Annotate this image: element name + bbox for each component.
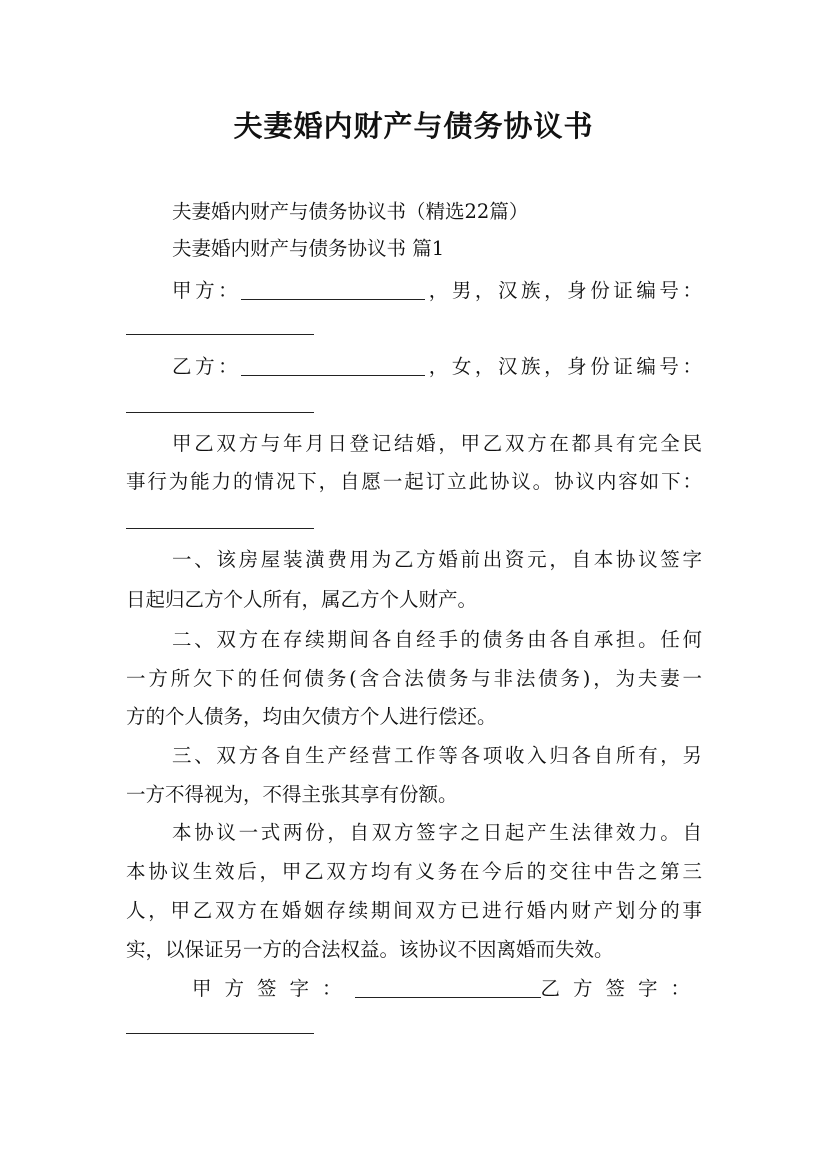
closing-line: 实，以保证另一方的合法权益。该协议不因离婚而失效。 bbox=[126, 938, 614, 961]
party-a-signature-label: 甲方签字： bbox=[192, 977, 355, 1000]
signature-line bbox=[126, 976, 702, 1002]
party-b-signature-blank bbox=[126, 1033, 314, 1034]
party-a-line bbox=[126, 278, 702, 304]
clause-2-line: 方的个人债务，均由欠债方个人进行偿还。 bbox=[126, 705, 497, 728]
clause-3-line: 三、双方各自生产经营工作等各项收入归各自所有，另 bbox=[172, 744, 702, 767]
party-b-name-blank bbox=[241, 357, 425, 376]
party-b-label: 乙方： bbox=[172, 355, 242, 378]
party-b-id-blank bbox=[126, 412, 314, 413]
clause-1-line: 日起归乙方个人所有，属乙方个人财产。 bbox=[126, 588, 478, 611]
closing-line: 人，甲乙双方在婚姻存续期间双方已进行婚内财产划分的事 bbox=[126, 899, 702, 922]
closing-line: 本协议一式两份，自双方签字之日起产生法律效力。自 bbox=[172, 821, 702, 844]
clause-2-line: 一方所欠下的任何债务(含合法债务与非法债务)，为夫妻一 bbox=[126, 667, 702, 690]
document-title: 夫妻婚内财产与债务协议书 bbox=[233, 109, 594, 143]
party-b-signature-label: 乙方签字： bbox=[540, 977, 704, 1000]
party-a-info: ，男，汉族，身份证编号： bbox=[425, 279, 702, 302]
clause-3-line: 一方不得视为，不得主张其享有份额。 bbox=[126, 783, 458, 806]
closing-line: 本协议生效后，甲乙双方均有义务在今后的交往中告之第三 bbox=[126, 860, 702, 883]
clause-2-line: 二、双方在存续期间各自经手的债务由各自承担。任何 bbox=[172, 628, 702, 651]
party-b-info: ，女，汉族，身份证编号： bbox=[425, 355, 702, 378]
party-a-signature-blank bbox=[355, 979, 541, 998]
section-heading: 夫妻婚内财产与债务协议书 篇1 bbox=[172, 237, 445, 260]
clause-1-line: 一、该房屋装潢费用为乙方婚前出资元，自本协议签字 bbox=[172, 548, 702, 571]
party-a-label: 甲方： bbox=[172, 279, 242, 302]
preamble-blank bbox=[126, 528, 314, 529]
preamble-line: 甲乙双方与年月日登记结婚，甲乙双方在都具有完全民 bbox=[172, 432, 702, 455]
party-b-line bbox=[126, 354, 702, 380]
preamble-line: 事行为能力的情况下，自愿一起订立此协议。协议内容如下： bbox=[126, 470, 702, 493]
party-a-name-blank bbox=[241, 281, 425, 300]
party-a-id-blank bbox=[126, 334, 314, 335]
document-subtitle: 夫妻婚内财产与债务协议书（精选22篇） bbox=[172, 200, 529, 223]
